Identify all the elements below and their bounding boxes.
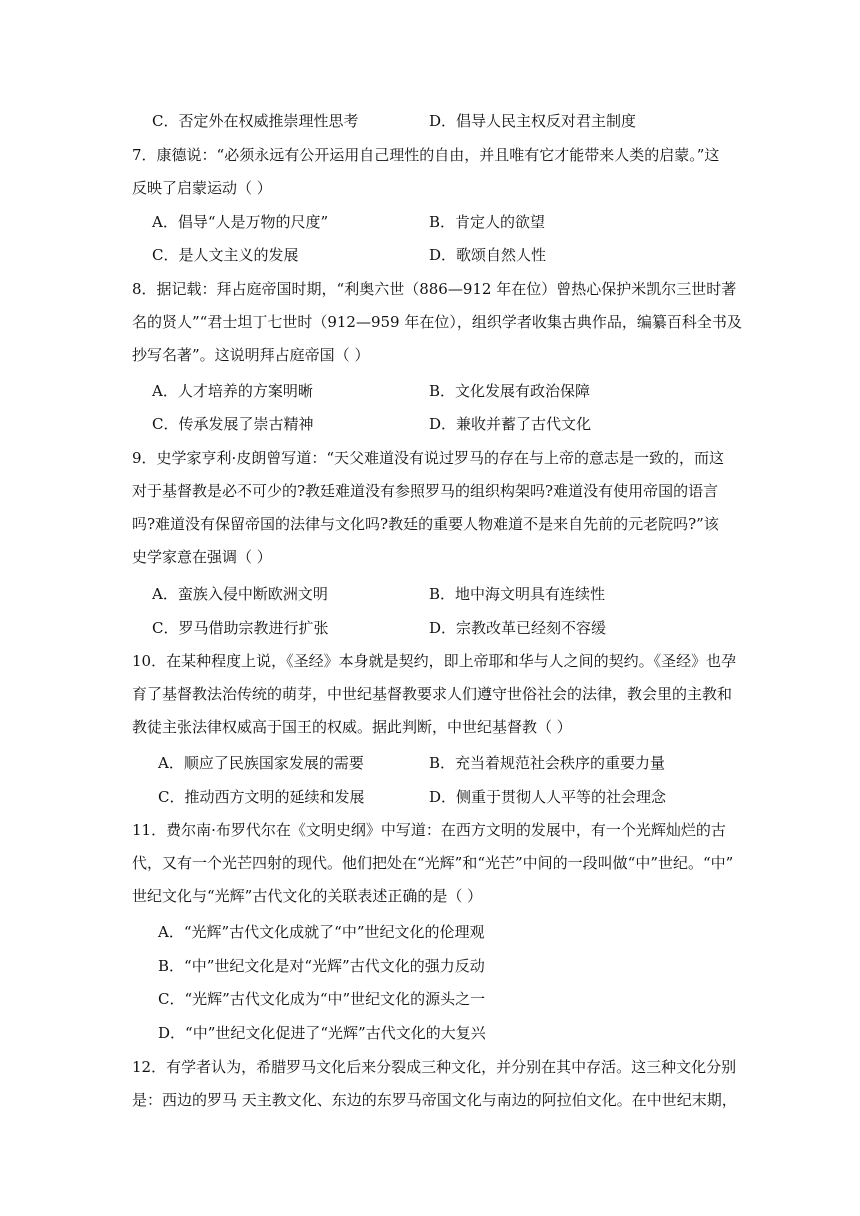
question-12-stem <box>132 1057 737 1123</box>
q7-option-d[interactable]: D．歌颂自然人性 <box>429 246 547 264</box>
question-9-line-3: 吗?难道没有保留帝国的法律与文化吗?教廷的重要人物难道不是来自先前的元老院吗?”该 <box>132 515 719 533</box>
question-9-line-1: 9．史学家亨利·皮朗曾写道：“天父难道没有说过罗马的存在与上帝的意志是一致的，而这 <box>132 449 724 467</box>
question-7-stem <box>132 145 737 211</box>
question-7-line-2: 反映了启蒙运动（ ） <box>132 179 272 197</box>
question-12-line-1: 12．有学者认为，希腊罗马文化后来分裂成三种文化，并分别在其中存活。这三种文化分别 <box>132 1058 737 1076</box>
question-11-line-1: 11．费尔南·布罗代尔在《文明史纲》中写道：在西方文明的发展中，有一个光辉灿烂的古 <box>132 821 726 839</box>
q11-option-a[interactable]: A．“光辉”古代文化成就了“中”世纪文化的伦理观 <box>158 923 485 941</box>
q8-option-a[interactable]: A．人才培养的方案明晰 <box>152 382 313 400</box>
question-12-line-2: 是：西边的罗马 天主教文化、东边的东罗马帝国文化与南边的阿拉伯文化。在中世纪末期， <box>132 1091 737 1109</box>
q11-option-b[interactable]: B．“中”世纪文化是对“光辉”古代文化的强力反动 <box>158 957 485 975</box>
q6-option-d[interactable]: D．倡导人民主权反对君主制度 <box>429 112 637 130</box>
question-9-line-4: 史学家意在强调（ ） <box>132 548 272 566</box>
q9-option-b[interactable]: B．地中海文明具有连续性 <box>429 585 606 603</box>
question-10-stem <box>132 651 737 750</box>
q8-option-d[interactable]: D．兼收并蓄了古代文化 <box>429 415 592 433</box>
question-11-line-3: 世纪文化与“光辉”古代文化的关联表述正确的是（ ） <box>132 887 483 905</box>
question-10-line-3: 教徒主张法律权威高于国王的权威。据此判断，中世纪基督教（ ） <box>132 718 572 736</box>
question-7-line-1: 7．康德说：“必须永远有公开运用自己理性的自由，并且唯有它才能带来人类的启蒙。”这 <box>132 146 720 164</box>
question-9-line-2: 对于基督教是必不可少的?教廷难道没有参照罗马的组织构架吗?难道没有使用帝国的语言 <box>132 482 719 500</box>
question-8-line-2: 名的贤人”“君士坦丁七世时（912—959 年在位），组织学者收集古典作品，编纂百科全书及 <box>132 313 742 331</box>
q8-option-c[interactable]: C．传承发展了崇古精神 <box>152 415 314 433</box>
question-10-line-1: 10．在某种程度上说，《圣经》本身就是契约，即上帝耶和华与人之间的契约。《圣经》也孕 <box>132 652 737 670</box>
q7-option-b[interactable]: B．肯定人的欲望 <box>429 213 546 231</box>
q10-option-a[interactable]: A．顺应了民族国家发展的需要 <box>158 754 364 772</box>
question-8-line-1: 8．据记载：拜占庭帝国时期，“利奥六世（886—912 年在位）曾热心保护米凯尔三世时著 <box>132 280 737 298</box>
q10-option-c[interactable]: C．推动西方文明的延续和发展 <box>158 788 365 806</box>
q11-option-d[interactable]: D．“中”世纪文化促进了“光辉”古代文化的大复兴 <box>158 1024 486 1042</box>
q10-option-b[interactable]: B．充当着规范社会秩序的重要力量 <box>429 754 666 772</box>
question-11-stem <box>132 820 737 919</box>
q8-option-b[interactable]: B．文化发展有政治保障 <box>429 382 591 400</box>
question-8-stem <box>132 279 742 378</box>
q9-option-a[interactable]: A．蛮族入侵中断欧洲文明 <box>152 585 328 603</box>
q7-option-c[interactable]: C．是人文主义的发展 <box>152 246 299 264</box>
q6-option-c[interactable]: C．否定外在权威推崇理性思考 <box>152 112 359 130</box>
q10-option-d[interactable]: D．侧重于贯彻人人平等的社会理念 <box>429 788 667 806</box>
question-9-stem <box>132 448 737 580</box>
q7-option-a[interactable]: A．倡导“人是万物的尺度” <box>152 213 329 231</box>
question-11-line-2: 代，又有一个光芒四射的现代。他们把处在“光辉”和“光芒”中间的一段叫做“中”世纪。“中” <box>132 854 734 872</box>
question-8-line-3: 抄写名著”。这说明拜占庭帝国（ ） <box>132 346 370 364</box>
q9-option-c[interactable]: C．罗马借助宗教进行扩张 <box>152 619 329 637</box>
q9-option-d[interactable]: D．宗教改革已经刻不容缓 <box>429 619 607 637</box>
question-10-line-2: 育了基督教法治传统的萌芽，中世纪基督教要求人们遵守世俗社会的法律，教会里的主教和 <box>132 685 733 703</box>
q11-option-c[interactable]: C．“光辉”古代文化成为“中”世纪文化的源头之一 <box>158 990 486 1008</box>
